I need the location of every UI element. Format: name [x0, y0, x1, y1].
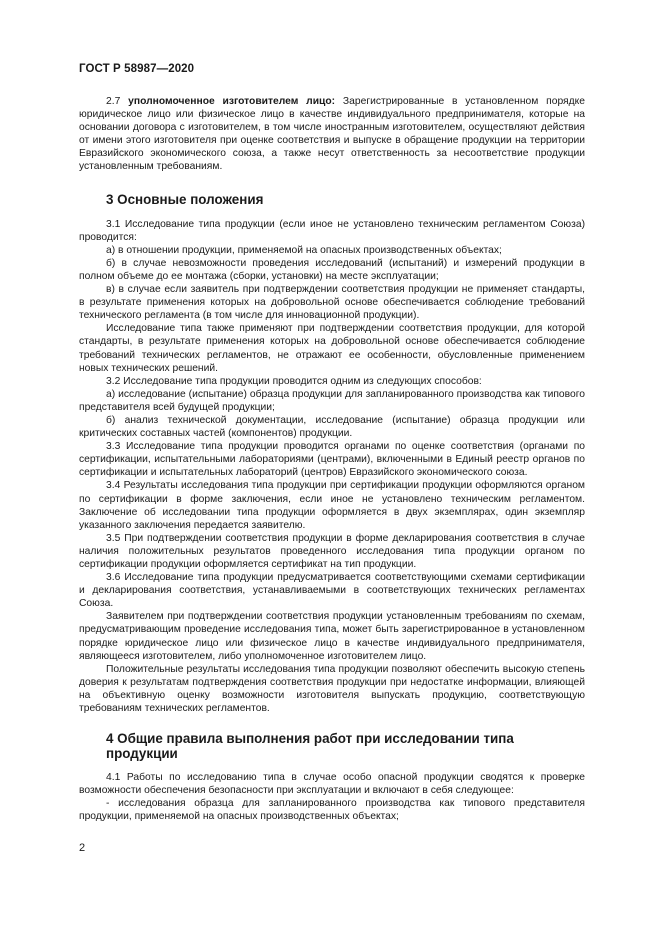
definition-term: уполномоченное изготовителем лицо: — [128, 96, 336, 107]
section-4-title: 4 Общие правила выполнения работ при исследовании типа продукции — [106, 731, 514, 762]
paragraph: а) в отношении продукции, применяемой на опасных производственных объектах; — [106, 244, 502, 256]
section-3-title: 3 Основные положения — [106, 191, 264, 207]
paragraph: 3.2 Исследование типа продукции проводится одним из следующих способов: — [106, 375, 482, 387]
list-item: - исследования образца для запланированного производства как типового представителя продукции, применяемой на опасных производственных объектах; — [79, 798, 585, 823]
paragraph: 3.5 При подтверждении соответствия продукции в форме декларирования соответствия в случае наличия положительных результатов проведенного исследования типа продукции органом по сертификации продукции оформляется сертификат на тип продукции. — [79, 532, 585, 570]
definition-text: Зарегистрированные в установленном порядке юридическое лицо или физическое лицо в качестве индивидуального предпринимателя, которые на основании договора с изготовителем, в том числе иностранным изготовителем, осуществляют действия от имени этого изготовителя при оценке соответствия и выпуске в обращение продукции на территории Евразийского экономического союза, а также несут ответственность за несоответствие продукции установленным требованиям. — [79, 96, 585, 173]
paragraph: а) исследование (испытание) образца продукции для запланированного производства как типового представителя всей будущей продукции; — [79, 388, 585, 413]
paragraph: Исследование типа также применяют при подтверждении соответствия продукции, для которой стандарты, в результате применения которых на добровольной основе обеспечивается соблюдение требований технических регламентов, не отражают ее особенности, обусловленные применением новых технических решений. — [79, 323, 585, 374]
definition-2-7 — [79, 95, 585, 174]
paragraph: Положительные результаты исследования типа продукции позволяют обеспечить высокую степень доверия к результатам подтверждения соответствия продукции при недостатке информации, влияющей на объективную оценку возможности изготовителя выпускать продукцию, соответствующую требованиям технических регламентов. — [79, 663, 585, 715]
standard-header: ГОСТ Р 58987—2020 — [79, 63, 195, 75]
page-number: 2 — [79, 842, 86, 854]
paragraph: б) в случае невозможности проведения исследований (испытаний) и измерений продукции в полном объеме до ее монтажа (сборки, установки) на месте эксплуатации; — [79, 257, 585, 282]
document-body — [79, 95, 585, 824]
paragraph: Заявителем при подтверждении соответствия продукции установленным требованиям по схемам, предусматривающим проведение исследования типа, может быть зарегистрированное в установленном порядке юридическое лицо или физическое лицо в качестве индивидуального предпринимателя, являющееся изготовителем, либо уполномоченное изготовителем лицо. — [79, 611, 585, 662]
definition-number: 2.7 — [106, 96, 121, 107]
paragraph: 3.4 Результаты исследования типа продукции при сертификации продукции оформляются органом по сертификации в форме заключения, если иное не установлено техническим регламентом. Заключение об исследовании типа продукции оформляется в двух экземплярах, один экземпляр указанного заключения передается заявителю. — [79, 480, 585, 531]
paragraph: б) анализ технической документации, исследование (испытание) образца продукции или критических составных частей (компонентов) продукции. — [79, 414, 585, 440]
paragraph: в) в случае если заявитель при подтверждении соответствия продукции не применяет стандарты, в результате применения которых на добровольной основе обеспечивается соблюдение требований технического регламента (в том числе для инновационной продукции). — [79, 284, 585, 322]
paragraph: 4.1 Работы по исследованию типа в случае особо опасной продукции сводятся к проверке возможности обеспечения безопасности при эксплуатации и включают в себя следующее: — [79, 772, 585, 797]
paragraph: 3.1 Исследование типа продукции (если иное не установлено техническим регламентом Союза) проводится: — [79, 218, 585, 243]
paragraph: 3.3 Исследование типа продукции проводится органами по оценке соответствия (органами по сертификации, испытательными лабораториями (центрами), включенными в Единый реестр органов по сертификации и испытательных лабораторий (центров) Евразийского экономического союза. — [79, 441, 585, 479]
paragraph: 3.6 Исследование типа продукции предусматривается соответствующими схемами сертификации и декларирования соответствия, устанавливаемыми в соответствующих технических регламентах Союза. — [79, 572, 585, 610]
